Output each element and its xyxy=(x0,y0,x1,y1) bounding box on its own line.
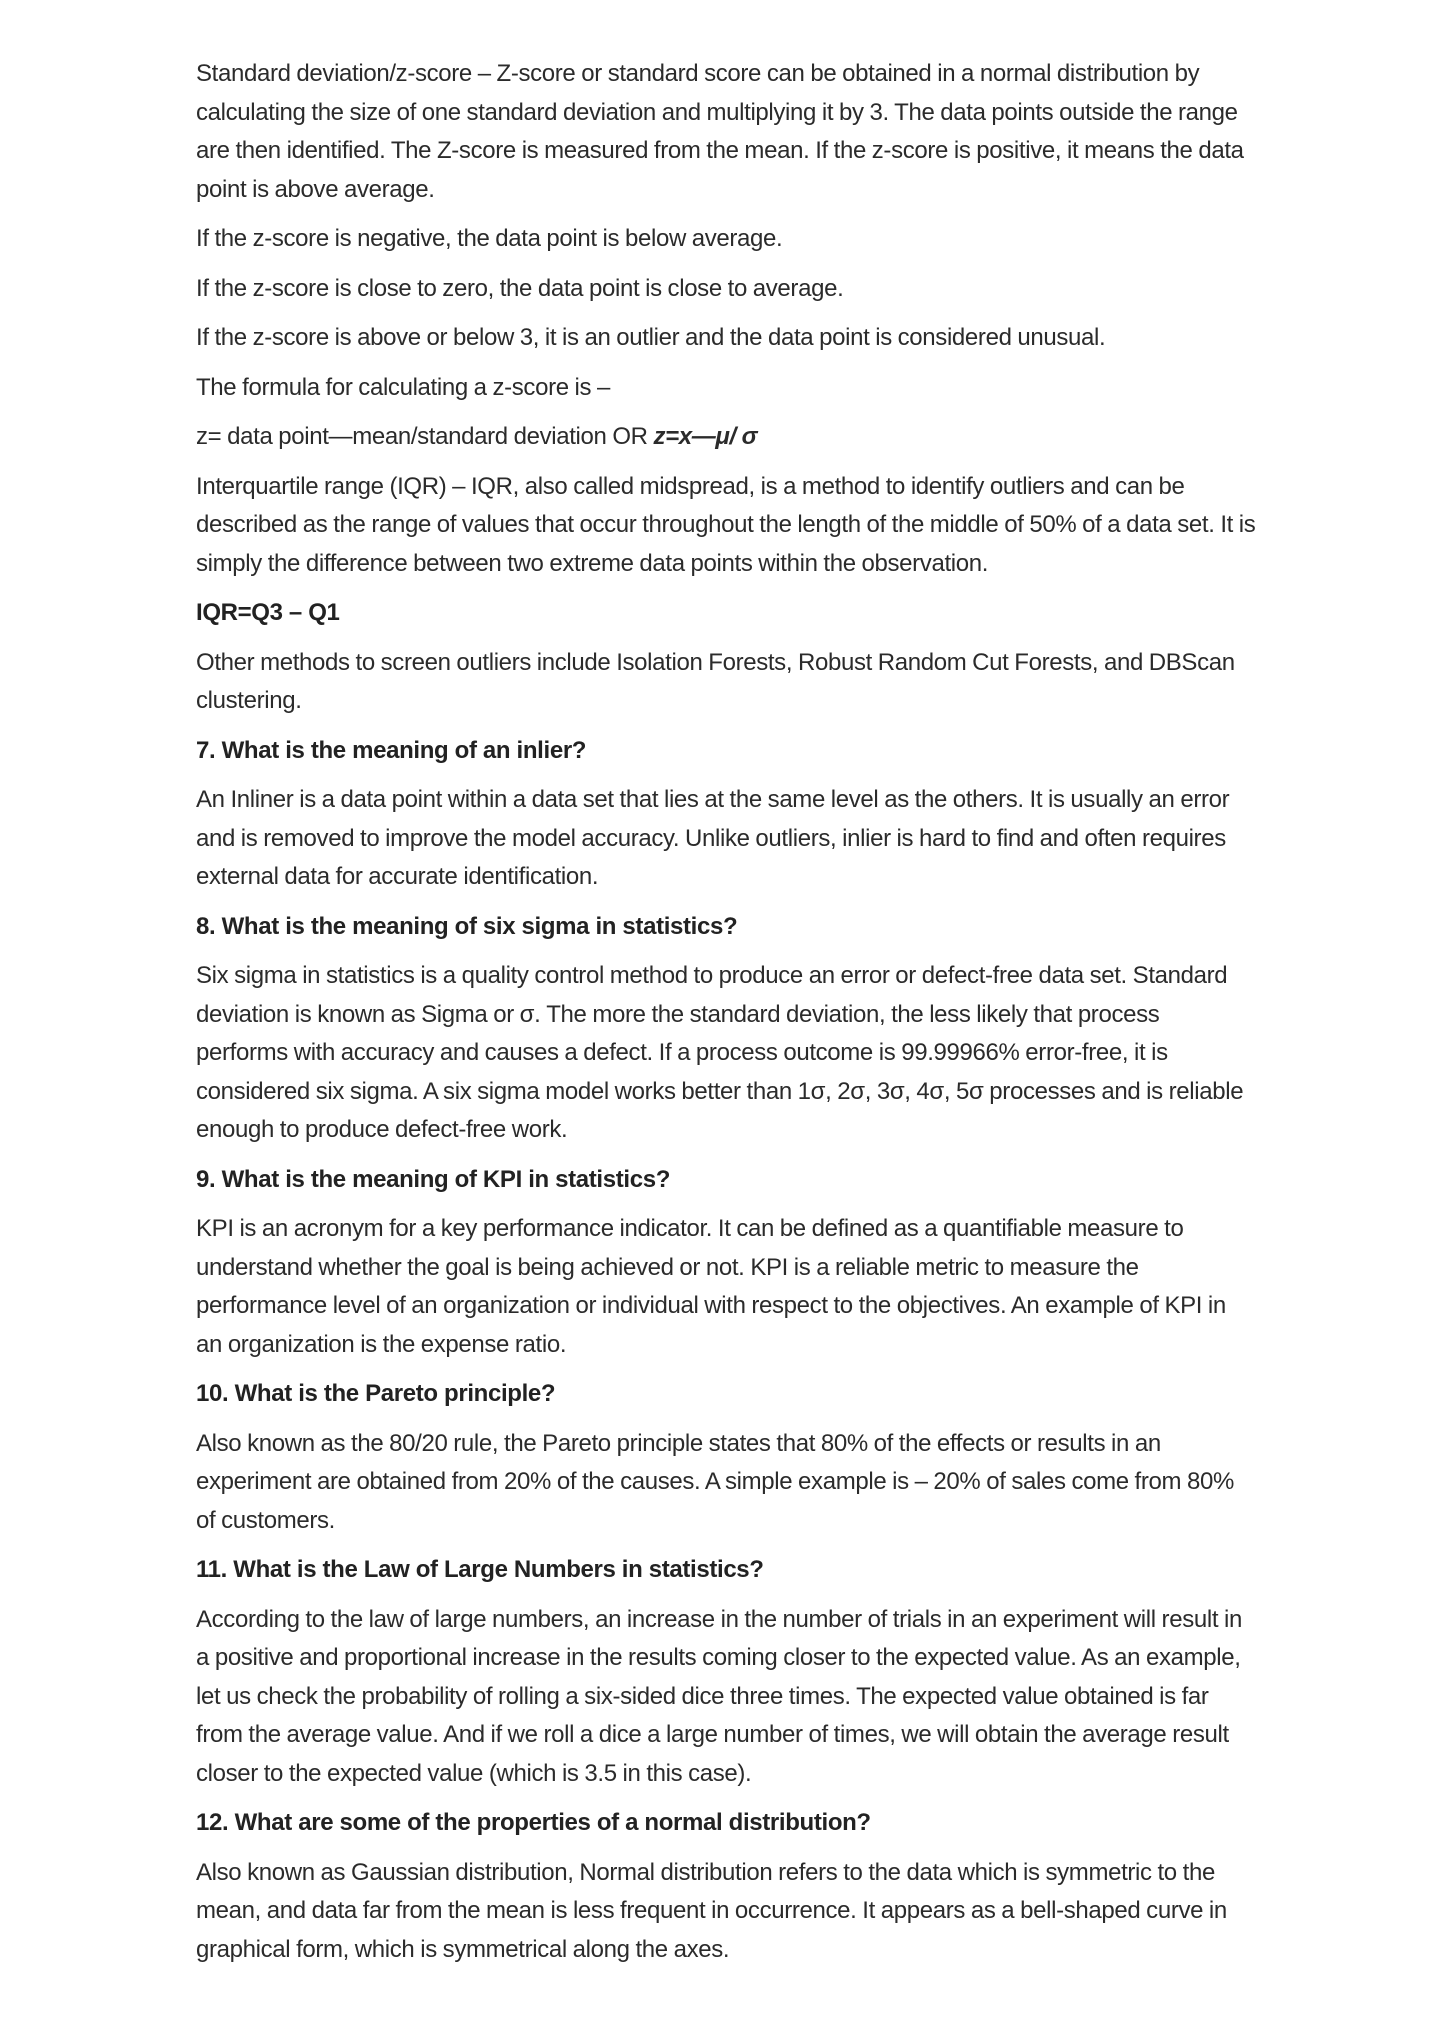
other-methods-paragraph: Other methods to screen outliers include Isolation Forests, Robust Random Cut Forests, and DBScan clustering. xyxy=(196,648,1235,714)
kpi-answer: KPI is an acronym for a key performance indicator. It can be defined as a quantifiable measure to understand whether the goal is being achieved or not. KPI is a reliable metric to measure the performance level of an organization or individual with respect to the objectives. An example of KPI in an organization is the expense ratio. xyxy=(196,1215,1226,1358)
zscore-zero-paragraph: If the z-score is close to zero, the data point is close to average. xyxy=(196,274,844,302)
zscore-negative-paragraph: If the z-score is negative, the data point is below average. xyxy=(196,225,783,252)
question-12-heading: 12. What are some of the properties of a normal distribution? xyxy=(196,1809,871,1836)
question-11-heading: 11. What is the Law of Large Numbers in statistics? xyxy=(196,1556,764,1583)
normal-distribution-answer: Also known as Gaussian distribution, Normal distribution refers to the data which is symmetric to the mean, and data far from the mean is less frequent in occurrence. It appears as a bell-shaped curve in graphical form, which is symmetrical along the axes. xyxy=(196,1858,1227,1963)
question-7-heading: 7. What is the meaning of an inlier? xyxy=(196,736,587,764)
large-numbers-answer: According to the law of large numbers, an increase in the number of trials in an experiment will result in a positive and proportional increase in the results coming closer to the expected value. As an example, let us check the probability of rolling a six-sided dice three times. The expected value obtained is far from the average value. And if we roll a dice a large number of times, we will obtain the average result closer to the expected value (which is 3.5 in this case). xyxy=(196,1605,1242,1787)
iqr-formula: IQR=Q3 – Q1 xyxy=(196,599,340,626)
six-sigma-answer: Six sigma in statistics is a quality control method to produce an error or defect-free data set. Standard deviation is known as Sigma or σ. The more the standard deviation, the less likely that process performs with accuracy and causes a defect. If a process outcome is 99.99966% error-free, it is considered six sigma. A six sigma model works better than 1σ, 2σ, 3σ, 4σ, 5σ processes and is reliable enough to produce defect-free work. xyxy=(196,962,1244,1143)
pareto-answer: Also known as the 80/20 rule, the Pareto principle states that 80% of the effects or results in an experiment are obtained from 20% of the causes. A simple example is – 20% of sales come from 80% of customers. xyxy=(196,1429,1234,1534)
question-8-heading: 8. What is the meaning of six sigma in statistics? xyxy=(196,912,738,940)
zscore-outlier-paragraph: If the z-score is above or below 3, it is an outlier and the data point is considered unusual. xyxy=(196,324,1106,351)
iqr-paragraph: Interquartile range (IQR) – IQR, also called midspread, is a method to identify outliers and can be described as the range of values that occur throughout the length of the middle of 50% of a data set. It is simply the difference between two extreme data points within the observation. xyxy=(196,472,1256,577)
inlier-answer: An Inliner is a data point within a data set that lies at the same level as the others. It is usually an error and is removed to improve the model accuracy. Unlike outliers, inlier is hard to find and often requires external data for accurate identification. xyxy=(196,786,1230,890)
question-9-heading: 9. What is the meaning of KPI in statistics? xyxy=(196,1165,671,1193)
zscore-paragraph: Standard deviation/z-score – Z-score or standard score can be obtained in a normal distribution by calculating the size of one standard deviation and multiplying it by 3. The data points outside the range are then identified. The Z-score is measured from the mean. If the z-score is positive, it means the data point is above average. xyxy=(196,60,1244,203)
question-10-heading: 10. What is the Pareto principle? xyxy=(196,1380,556,1407)
formula-symbolic: z=x—μ/ σ xyxy=(653,423,758,450)
formula-text: z= data point—mean/standard deviation OR xyxy=(196,423,654,450)
zscore-formula xyxy=(196,418,1256,457)
formula-intro-paragraph: The formula for calculating a z-score is – xyxy=(196,373,610,401)
